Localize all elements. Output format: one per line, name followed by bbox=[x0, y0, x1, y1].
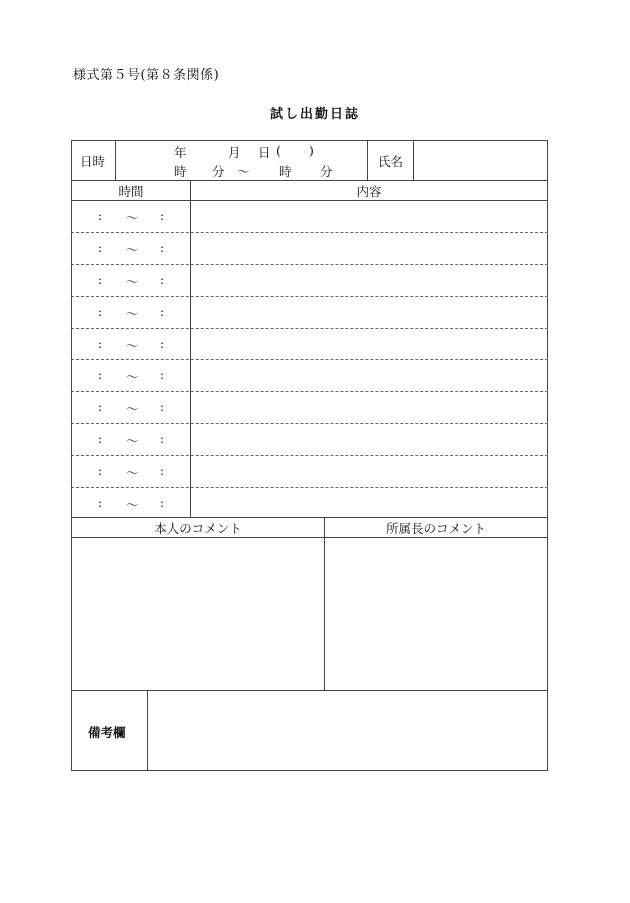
wave-mark: ～ bbox=[126, 275, 139, 289]
content-cell[interactable] bbox=[191, 233, 547, 264]
content-cell[interactable] bbox=[191, 456, 547, 487]
content-cell[interactable] bbox=[191, 424, 547, 455]
remarks-label: 備考欄 bbox=[88, 725, 126, 740]
weekday-paren-open: ( bbox=[276, 143, 281, 158]
wave-mark: ～ bbox=[126, 434, 139, 448]
wave-mark: ～ bbox=[126, 339, 139, 353]
time-range-wave: ～ bbox=[237, 164, 250, 179]
start-hour-unit: 時 bbox=[174, 164, 187, 179]
start-colon: : bbox=[98, 432, 103, 446]
date-label: 日時 bbox=[80, 154, 106, 169]
start-minute-unit: 分 bbox=[212, 164, 225, 179]
wave-mark: ～ bbox=[126, 211, 139, 225]
remarks-field[interactable] bbox=[148, 691, 547, 770]
year-unit: 年 bbox=[174, 145, 187, 160]
end-colon: : bbox=[160, 273, 165, 287]
header-divider-name-left bbox=[367, 140, 368, 180]
start-colon: : bbox=[98, 496, 103, 510]
end-colon: : bbox=[160, 241, 165, 255]
wave-mark: ～ bbox=[126, 402, 139, 416]
end-colon: : bbox=[160, 368, 165, 382]
self-comment-area[interactable] bbox=[72, 538, 324, 690]
end-minute-unit: 分 bbox=[320, 164, 333, 179]
header-bottom-line bbox=[71, 180, 548, 181]
end-hour-unit: 時 bbox=[279, 164, 292, 179]
wave-mark: ～ bbox=[126, 466, 139, 480]
self-comment-header: 本人のコメント bbox=[154, 521, 242, 536]
day-unit: 日 bbox=[258, 145, 271, 160]
content-cell[interactable] bbox=[191, 201, 547, 232]
end-colon: : bbox=[160, 209, 165, 223]
name-field[interactable] bbox=[414, 141, 547, 180]
wave-mark: ～ bbox=[126, 307, 139, 321]
start-colon: : bbox=[98, 305, 103, 319]
name-label: 氏名 bbox=[378, 154, 404, 169]
start-colon: : bbox=[98, 464, 103, 478]
end-colon: : bbox=[160, 432, 165, 446]
wave-mark: ～ bbox=[126, 243, 139, 257]
content-cell[interactable] bbox=[191, 488, 547, 517]
supervisor-comment-header: 所属長のコメント bbox=[385, 521, 486, 536]
wave-mark: ～ bbox=[126, 498, 139, 512]
end-colon: : bbox=[160, 337, 165, 351]
content-cell[interactable] bbox=[191, 392, 547, 423]
end-colon: : bbox=[160, 464, 165, 478]
content-cell[interactable] bbox=[191, 360, 547, 391]
content-column-header: 内容 bbox=[356, 184, 382, 199]
end-colon: : bbox=[160, 496, 165, 510]
month-unit: 月 bbox=[228, 145, 241, 160]
content-cell[interactable] bbox=[191, 329, 547, 359]
start-colon: : bbox=[98, 241, 103, 255]
start-colon: : bbox=[98, 368, 103, 382]
end-colon: : bbox=[160, 400, 165, 414]
supervisor-comment-area[interactable] bbox=[325, 538, 547, 690]
wave-mark: ～ bbox=[126, 370, 139, 384]
form-number: 様式第５号(第８条関係) bbox=[73, 68, 220, 83]
content-cell[interactable] bbox=[191, 297, 547, 328]
end-colon: : bbox=[160, 305, 165, 319]
start-colon: : bbox=[98, 337, 103, 351]
page-title: 試し出勤日誌 bbox=[269, 107, 360, 122]
date-field[interactable] bbox=[116, 141, 367, 180]
start-colon: : bbox=[98, 209, 103, 223]
content-cell[interactable] bbox=[191, 265, 547, 296]
weekday-paren-close: ) bbox=[309, 143, 314, 158]
start-colon: : bbox=[98, 400, 103, 414]
start-colon: : bbox=[98, 273, 103, 287]
time-column-header: 時間 bbox=[118, 184, 144, 199]
entries-bottom-line bbox=[71, 517, 548, 518]
